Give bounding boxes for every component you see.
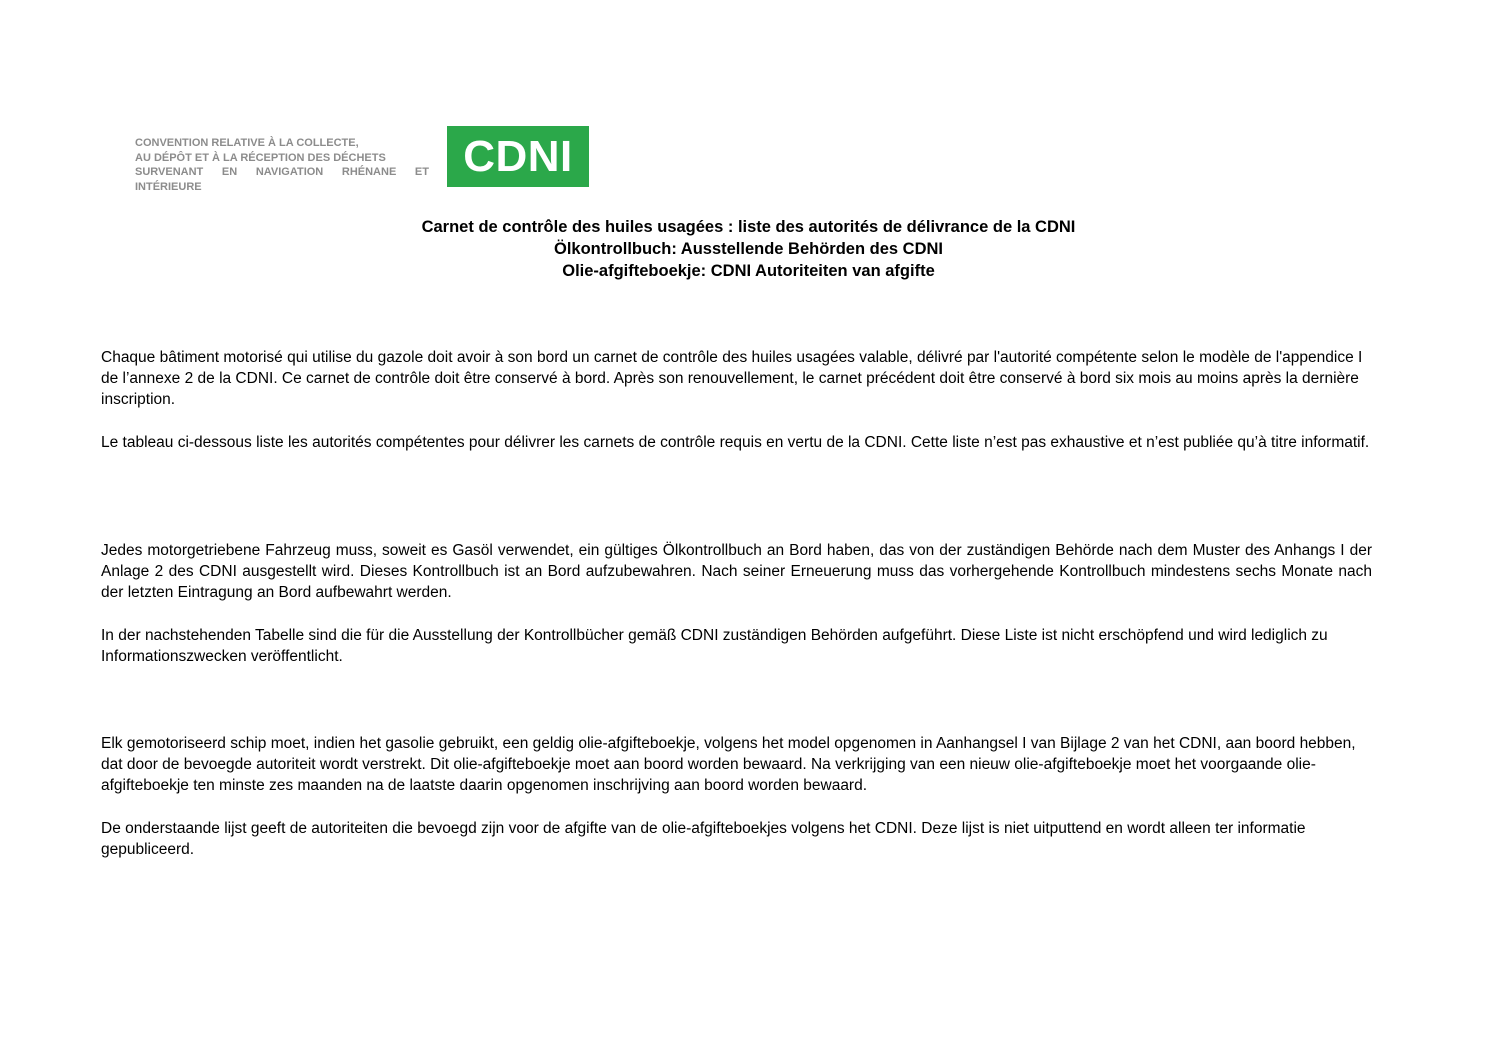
paragraph-de-intro: Jedes motorgetriebene Fahrzeug muss, soweit es Gasöl verwendet, ein gültiges Ölkontrollbuch an Bord haben, das von der zuständigen Behörde nach dem Muster des Anhangs I der Anlage 2 des CDNI ausgestellt wird. Dieses Kontrollbuch ist an Bord aufzubewahren. Nach seiner Erneuerung muss das vorhergehende Kontrollbuch mindestens sechs Monate nach der letzten Eintragung an Bord aufbewahrt werden. <box>101 542 1372 601</box>
paragraph-nl-intro: Elk gemotoriseerd schip moet, indien het gasolie gebruikt, een geldig olie-afgifteboekje, volgens het model opgenomen in Aanhangsel I van Bijlage 2 van het CDNI, aan boord hebben, dat door de bevoegde autoriteit wordt verstrekt. Dit olie-afgifteboekje moet aan boord worden bewaard. Na verkrijging van een nieuw olie-afgifteboekje moet het voorgaande olie-afgifteboekje ten minste zes maanden na de laatste daarin opgenomen inschrijving aan boord worden bewaard. <box>101 735 1356 794</box>
convention-line-3: SURVENANT EN NAVIGATION RHÉNANE ET <box>135 166 429 178</box>
paragraph-de-list-note: In der nachstehenden Tabelle sind die für die Ausstellung der Kontrollbücher gemäß CDNI zuständigen Behörden aufgeführt. Diese Liste ist nicht erschöpfend und wird lediglich zu Informationszwecken veröffentlicht. <box>101 627 1328 665</box>
paragraph-fr-intro: Chaque bâtiment motorisé qui utilise du gazole doit avoir à son bord un carnet de contrôle des huiles usagées valable, délivré par l'autorité compétente selon le modèle de l'appendice I de l’annexe 2 de la CDNI. Ce carnet de contrôle doit être conservé à bord. Après son renouvellement, le carnet précédent doit être conservé à bord six mois au moins après la dernière inscription. <box>101 349 1363 408</box>
convention-line-1: CONVENTION RELATIVE À LA COLLECTE, <box>135 137 359 149</box>
convention-name <box>135 136 429 194</box>
cdni-logo <box>447 126 589 187</box>
convention-line-2: AU DÉPÔT ET À LA RÉCEPTION DES DÉCHETS <box>135 151 386 164</box>
title-de: Ölkontrollbuch: Ausstellende Behörden des CDNI <box>553 240 943 258</box>
title-fr: Carnet de contrôle des huiles usagées : liste des autorités de délivrance de la CDNI <box>421 218 1076 236</box>
title-nl: Olie-afgifteboekje: CDNI Autoriteiten van afgifte <box>562 262 935 280</box>
convention-line-4: INTÉRIEURE <box>135 180 202 193</box>
cdni-logo-text: CDNI <box>463 131 573 181</box>
paragraph-nl-list-note: De onderstaande lijst geeft de autoriteiten die bevoegd zijn voor de afgifte van de olie-afgifteboekjes volgens het CDNI. Deze lijst is niet uitputtend en wordt alleen ter informatie gepubliceerd. <box>101 820 1306 858</box>
document-titles <box>240 216 1257 282</box>
paragraph-fr-list-note: Le tableau ci-dessous liste les autorités compétentes pour délivrer les carnets de contrôle requis en vertu de la CDNI. Cette liste n’est pas exhaustive et n’est publiée qu’à titre informatif. <box>101 434 1370 451</box>
